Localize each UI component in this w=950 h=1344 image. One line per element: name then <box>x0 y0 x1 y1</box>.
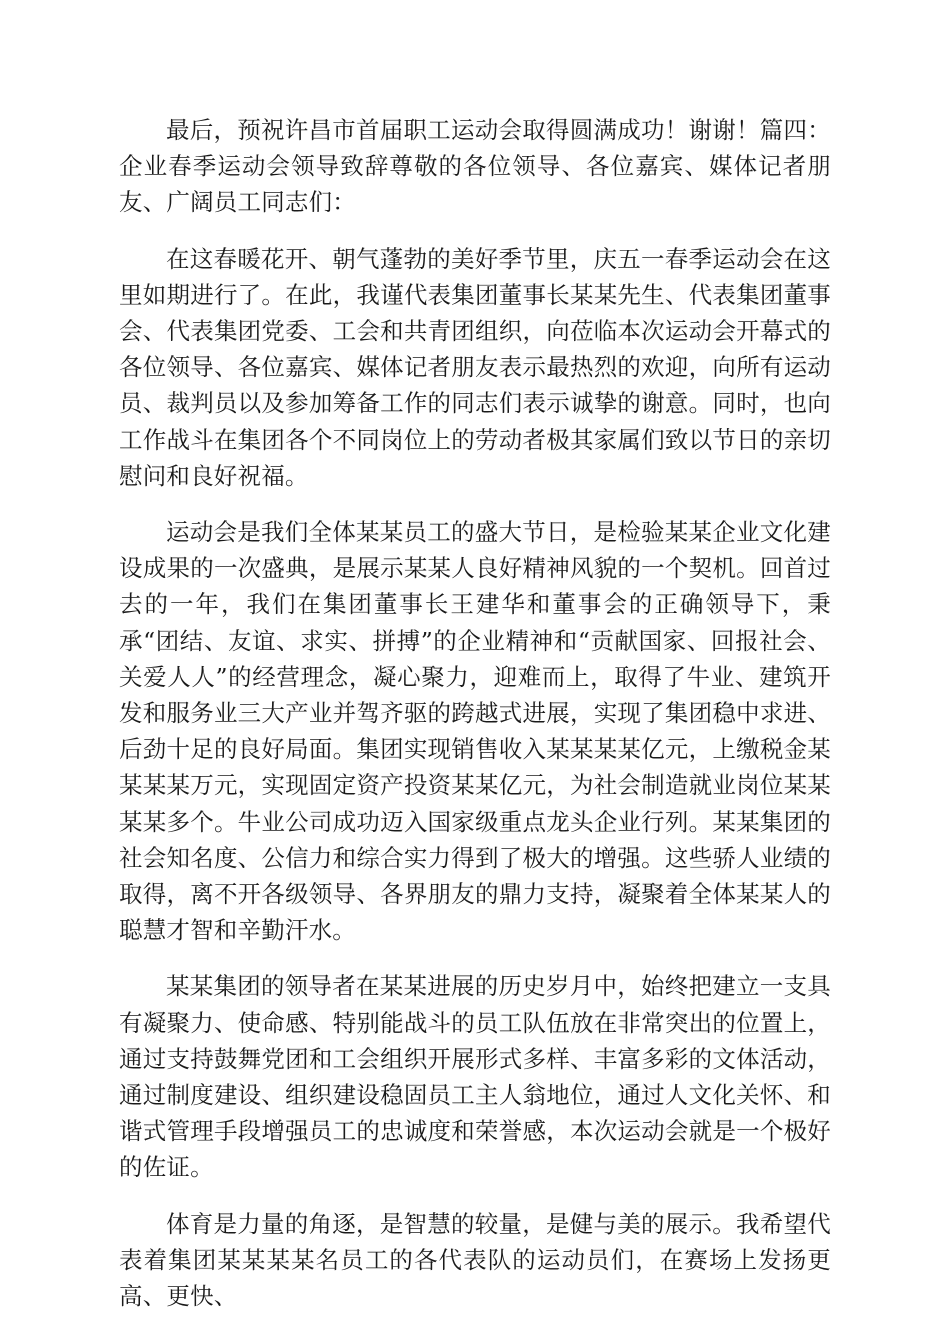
document-body <box>119 112 831 1334</box>
paragraph-achievements: 运动会是我们全体某某员工的盛大节日，是检验某某企业文化建设成果的一次盛典，是展示某某人良好精神风貌的一个契机。回首过去的一年，我们在集团董事长王建华和董事会的正确领导下，秉承“团结、友谊、求实、拼搏”的企业精神和“贡献国家、回报社会、关爱人人”的经营理念，凝心聚力，迎难而上，取得了牛业、建筑开发和服务业三大产业并驾齐驱的跨越式进展，实现了集团稳中求进、后劲十足的良好局面。集团实现销售收入某某某某亿元，上缴税金某某某某万元，实现固定资产投资某某亿元，为社会制造就业岗位某某某某多个。牛业公司成功迈入国家级重点龙头企业行列。某某集团的社会知名度、公信力和综合实力得到了极大的增强。这些骄人业绩的取得，离不开各级领导、各界朋友的鼎力支持，凝聚着全体某某人的聪慧才智和辛勤汗水。 <box>119 518 831 945</box>
paragraph-sports: 体育是力量的角逐，是智慧的较量，是健与美的展示。我希望代表着集团某某某某名员工的各代表队的运动员们，在赛场上发扬更高、更快、 <box>119 1209 831 1311</box>
paragraph-welcome: 在这春暖花开、朝气蓬勃的美好季节里，庆五一春季运动会在这里如期进行了。在此，我谨代表集团董事长某某先生、代表集团董事会、代表集团党委、工会和共青团组织，向莅临本次运动会开幕式的各位领导、各位嘉宾、媒体记者朋友表示最热烈的欢迎，向所有运动员、裁判员以及参加筹备工作的同志们表示诚挚的谢意。同时，也向工作战斗在集团各个不同岗位上的劳动者极其家属们致以节日的亲切慰问和良好祝福。 <box>119 244 831 490</box>
paragraph-leadership: 某某集团的领导者在某某进展的历史岁月中，始终把建立一支具有凝聚力、使命感、特别能战斗的员工队伍放在非常突出的位置上，通过支持鼓舞党团和工会组织开展形式多样、丰富多彩的文体活动，通过制度建设、组织建设稳固员工主人翁地位，通过人文化关怀、和谐式管理手段增强员工的忠诚度和荣誉感，本次运动会就是一个极好的佐证。 <box>119 972 831 1182</box>
paragraph-closing-and-greeting: 最后，预祝许昌市首届职工运动会取得圆满成功！谢谢！篇四：企业春季运动会领导致辞尊敬的各位领导、各位嘉宾、媒体记者朋友、广阔员工同志们： <box>119 116 831 217</box>
